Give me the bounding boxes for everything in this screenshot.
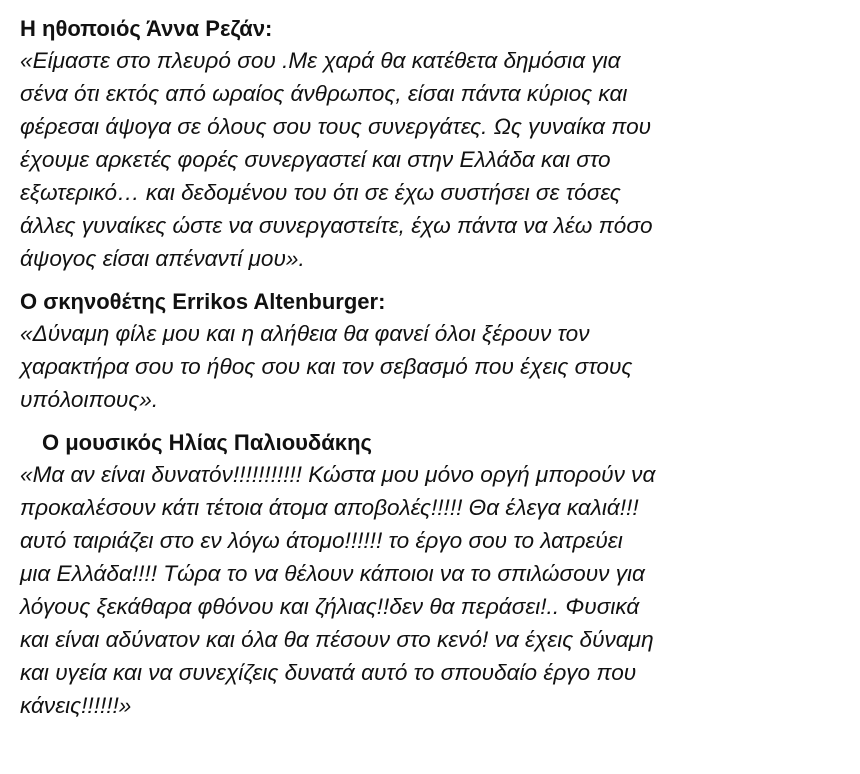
quote-line: προκαλέσουν κάτι τέτοια άτομα αποβολές!!!!! Θα έλεγα καλιά!!! — [20, 495, 639, 520]
quote-line: χαρακτήρα σου το ήθος σου και τον σεβασμό που έχεις στους — [20, 354, 633, 379]
quote-line: «Μα αν είναι δυνατόν!!!!!!!!!!! Κώστα μου μόνο οργή μπορούν να — [20, 462, 656, 487]
quote-line: και είναι αδύνατον και όλα θα πέσουν στο κενό! να έχεις δύναμη — [20, 627, 654, 652]
testimonial-block — [20, 287, 850, 416]
quote-line: κάνεις!!!!!!» — [20, 693, 132, 718]
quote-line: «Είμαστε στο πλευρό σου .Με χαρά θα κατέθετα δημόσια για — [20, 48, 621, 73]
testimonial-block — [20, 428, 850, 722]
quote-line: αυτό ταιριάζει στο εν λόγω άτομο!!!!!! το έργο σου το λατρεύει — [20, 528, 623, 553]
quote-line: μια Ελλάδα!!!! Τώρα το να θέλουν κάποιοι να το σπιλώσουν για — [20, 561, 645, 586]
article-body — [20, 14, 850, 722]
testimonial-quote — [20, 458, 850, 722]
testimonial-quote — [20, 44, 850, 275]
testimonial-quote — [20, 317, 850, 416]
speaker-heading: Ο μουσικός Ηλίας Παλιουδάκης — [42, 430, 372, 455]
quote-line: λόγους ξεκάθαρα φθόνου και ζήλιας!!δεν θα περάσει!.. Φυσικά — [20, 594, 640, 619]
quote-line: άλλες γυναίκες ώστε να συνεργαστείτε, έχω πάντα να λέω πόσο — [20, 213, 653, 238]
quote-line: άψογος είσαι απέναντί μου». — [20, 246, 305, 271]
speaker-heading: Η ηθοποιός Άννα Ρεζάν: — [20, 16, 273, 41]
quote-line: εξωτερικό… και δεδομένου του ότι σε έχω συστήσει σε τόσες — [20, 180, 621, 205]
quote-line: «Δύναμη φίλε μου και η αλήθεια θα φανεί όλοι ξέρουν τον — [20, 321, 590, 346]
quote-line: έχουμε αρκετές φορές συνεργαστεί και στην Ελλάδα και στο — [20, 147, 611, 172]
speaker-heading: Ο σκηνοθέτης Errikos Altenburger: — [20, 289, 386, 314]
testimonial-block — [20, 14, 850, 275]
quote-line: υπόλοιπους». — [20, 387, 159, 412]
quote-line: φέρεσαι άψογα σε όλους σου τους συνεργάτες. Ως γυναίκα που — [20, 114, 652, 139]
quote-line: και υγεία και να συνεχίζεις δυνατά αυτό το σπουδαίο έργο που — [20, 660, 637, 685]
quote-line: σένα ότι εκτός από ωραίος άνθρωπος, είσαι πάντα κύριος και — [20, 81, 628, 106]
